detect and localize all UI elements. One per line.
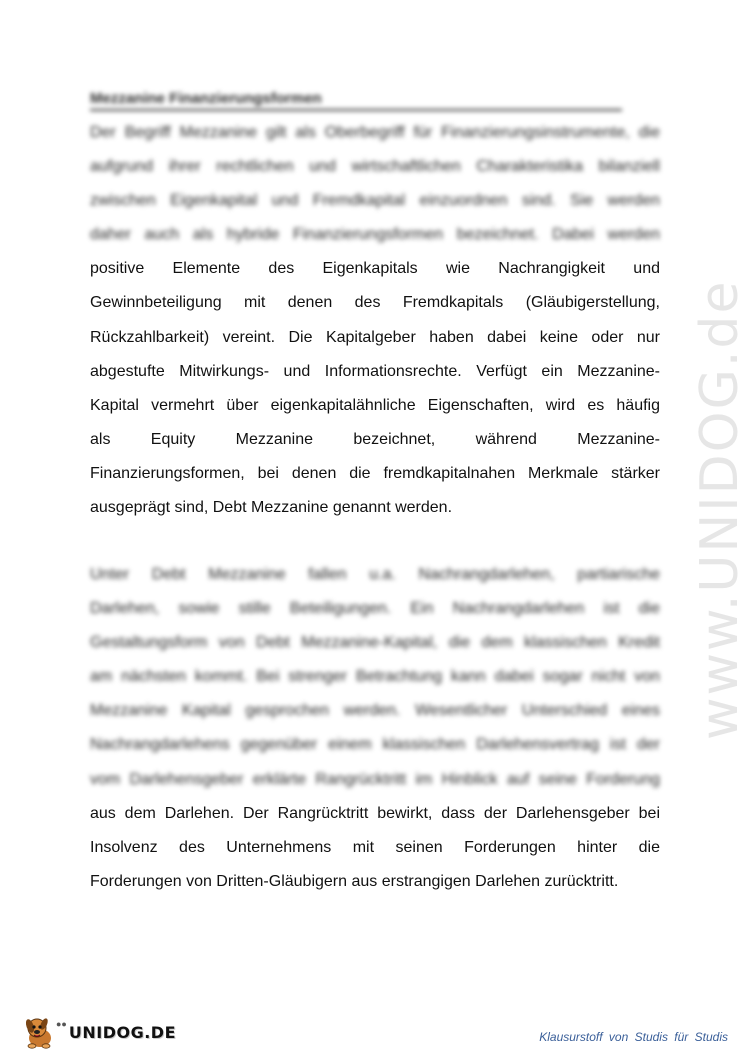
paragraph-1 <box>90 116 660 525</box>
text-line: daher auch als hybride Finanzierungsformen bezeichnet. Dabei werden <box>90 226 660 244</box>
text-line: als Equity Mezzanine bezeichnet, während Mezzanine- <box>90 430 660 448</box>
text-line: aus dem Darlehen. Der Rangrücktritt bewirkt, dass der Darlehensgeber bei <box>90 804 660 822</box>
text-line: Forderungen von Dritten-Gläubigern aus erstrangigen Darlehen zurücktritt. <box>90 872 619 890</box>
paragraph-2 <box>90 558 660 899</box>
unidog-logo[interactable] <box>22 1012 176 1052</box>
text-line: abgestufte Mitwirkungs- und Informationsrechte. Verfügt ein Mezzanine- <box>90 362 660 380</box>
text-line: Kapital vermehrt über eigenkapitalähnliche Eigenschaften, wird es häufig <box>90 396 660 414</box>
text-line: Darlehen, sowie stille Beteiligungen. Ein Nachrangdarlehen ist die <box>90 600 660 618</box>
logo-text: UNIDOG.DE <box>68 1022 177 1042</box>
text-line: Der Begriff Mezzanine gilt als Oberbegriff für Finanzierungsinstrumente, die <box>90 124 660 141</box>
text-line: Finanzierungsformen, bei denen die fremdkapitalnahen Merkmale stärker <box>90 464 660 482</box>
footer-tagline: Klausurstoff von Studis für Studis <box>539 1030 728 1044</box>
text-line: positive Elemente des Eigenkapitals wie Nachrangigkeit und <box>90 260 660 278</box>
text-line: vom Darlehensgeber erklärte Rangrücktritt im Hinblick auf seine Forderung <box>90 770 660 788</box>
text-line: Nachrangdarlehens gegenüber einem klassischen Darlehensvertrag ist der <box>90 736 660 754</box>
watermark: www.UNIDOG.de <box>690 279 750 740</box>
dog-mascot-icon <box>22 1014 58 1050</box>
text-line: ausgeprägt sind, Debt Mezzanine genannt werden. <box>90 499 453 517</box>
text-line: Gewinnbeteiligung mit denen des Fremdkapitals (Gläubigerstellung, <box>90 294 660 312</box>
text-line: zwischen Eigenkapital und Fremdkapital einzuordnen sind. Sie werden <box>90 192 660 210</box>
text-line: Insolvenz des Unternehmens mit seinen Forderungen hinter die <box>90 838 660 856</box>
text-line: Gestaltungsform von Debt Mezzanine-Kapital, die dem klassischen Kredit <box>90 634 660 652</box>
text-line: aufgrund ihrer rechtlichen und wirtschaftlichen Charakteristika bilanziell <box>90 158 660 176</box>
text-line: Unter Debt Mezzanine fallen u.a. Nachrangdarlehen, partiarische <box>90 566 660 583</box>
section-heading: Mezzanine Finanzierungsformen <box>90 90 622 111</box>
text-line: Mezzanine Kapital gesprochen werden. Wesentlicher Unterschied eines <box>90 702 660 720</box>
paw-icon: ●● <box>56 1019 67 1029</box>
text-line: am nächsten kommt. Bei strenger Betrachtung kann dabei sogar nicht von <box>90 668 660 686</box>
text-line: Rückzahlbarkeit) vereint. Die Kapitalgeber haben dabei keine oder nur <box>90 328 660 346</box>
